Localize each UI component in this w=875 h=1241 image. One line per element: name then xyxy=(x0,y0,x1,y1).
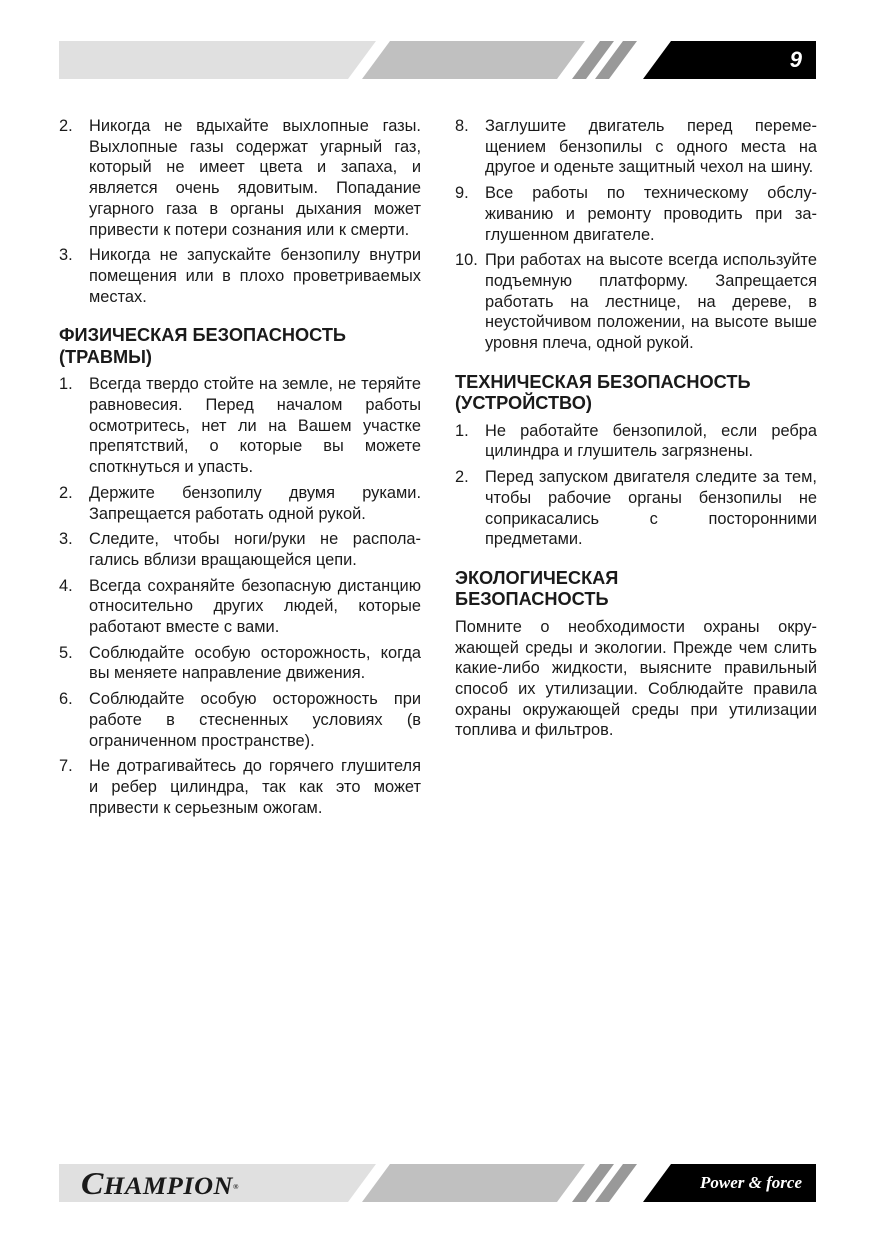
item-number: 1. xyxy=(455,421,469,440)
list-item xyxy=(59,374,421,478)
ecology-paragraph: Помните о необходимости охраны окружающей среды и экологии. Прежде чем слить какие-либо жидкости, выясните правильный способ их утилизации. Соблюдайте правила охраны окружающей среды при утилизации топлива и фильтров. xyxy=(455,617,817,740)
item-text: При работах на высоте всегда используйте подъемную платформу. Запрещается работать на лестнице, на дереве, в неустойчивом положении, на высоте выше уровня плеча, одной рукой. xyxy=(485,251,817,353)
left-column xyxy=(59,116,421,823)
item-number: 3. xyxy=(59,246,73,265)
item-number: 2. xyxy=(59,117,73,135)
list-item xyxy=(455,250,817,354)
item-text: Соблюдайте особую осторожность, когда вы меняете направление движения. xyxy=(89,643,421,683)
champion-logo xyxy=(81,1165,240,1202)
item-text: Всегда сохраняйте безопасную дистанцию относительно других людей, которые работают вместе с вами. xyxy=(89,576,421,637)
page-number: 9 xyxy=(789,47,802,72)
section-title-technical-safety: ТЕХНИЧЕСКАЯ БЕЗОПАСНОСТЬ (УСТРОЙСТВО) xyxy=(455,371,751,414)
band-mid-segment xyxy=(362,41,585,79)
item-number: 6. xyxy=(59,690,73,709)
band-light-segment xyxy=(59,41,376,79)
item-text: Все работы по техническому обслуживанию и ремонту проводить при заглушенном двигателе. xyxy=(485,184,817,244)
item-number: 4. xyxy=(59,576,73,595)
item-number: 5. xyxy=(59,643,73,662)
list-item xyxy=(59,576,421,638)
item-number: 3. xyxy=(59,530,73,549)
list-item xyxy=(59,643,421,684)
section-title-ecological-safety: ЭКОЛОГИЧЕСКАЯ БЕЗОПАСНОСТЬ xyxy=(455,567,619,610)
brand-name-rest: HAMPION xyxy=(103,1173,234,1200)
item-text: Соблюдайте особую осторожность при работе в стесненных условиях (в ограниченном пространстве). xyxy=(89,690,421,750)
list-item xyxy=(59,756,421,818)
band-mid-segment xyxy=(362,1164,585,1202)
header-band xyxy=(59,41,816,79)
list-item xyxy=(455,116,817,178)
registered-mark: ® xyxy=(233,1183,240,1191)
right-column xyxy=(455,116,817,741)
item-number: 9. xyxy=(455,184,469,203)
item-number: 7. xyxy=(59,757,73,776)
section-title-physical-safety: ФИЗИЧЕСКАЯ БЕЗОПАСНОСТЬ (ТРАВМЫ) xyxy=(59,325,347,367)
brand-initial: C xyxy=(81,1165,104,1201)
item-text: Перед запуском двигателя следите за тем, чтобы рабочие органы бензопилы не соприкасались с посторонними предметами. xyxy=(485,468,817,549)
list-item xyxy=(59,689,421,751)
item-text: Не работайте бензопилой, если ребра цилиндра и глушитель загрязнены. xyxy=(485,421,817,461)
footer-band xyxy=(59,1164,816,1202)
item-text: Всегда твердо стойте на земле, не теряйте равновесия. Перед началом работы осмотритесь, нет ли на Вашем участке препятствий, о которые вы можете споткнуться и упасть. xyxy=(89,375,421,477)
list-item xyxy=(59,483,421,524)
item-text: Держите бензопилу двумя руками. Запрещается работать одной рукой. xyxy=(89,483,421,523)
item-number: 2. xyxy=(455,468,469,487)
item-text: Никогда не запускайте бензопилу внутри помещения или в плохо проветриваемых местах. xyxy=(89,246,421,306)
list-item xyxy=(59,529,421,570)
item-text: Никогда не вдыхайте выхлопные газы. Выхлопные газы содержат угарный газ, который не имеет цвета и запаха, и является очень ядовитым. Попадание угарного газа в органы дыхания может привести к потери сознания или к смерти. xyxy=(89,117,421,239)
item-text: Заглушите двигатель перед перемещением бензопилы с одного места на другое и оденьте защитный чехол на шину. xyxy=(485,117,817,177)
item-text: Следите, чтобы ноги/руки не располагались вблизи вращающейся цепи. xyxy=(89,530,421,569)
list-item xyxy=(455,421,817,462)
list-item xyxy=(59,245,421,307)
item-number: 8. xyxy=(455,117,469,135)
item-number: 10. xyxy=(455,251,478,270)
item-text: Не дотрагивайтесь до горячего глушителя и ребер цилиндра, так как это может привести к серьезным ожогам. xyxy=(89,757,421,817)
list-item xyxy=(59,116,421,240)
list-item xyxy=(455,467,817,550)
item-number: 2. xyxy=(59,483,73,502)
header-band-graphic xyxy=(59,41,816,79)
list-item xyxy=(455,183,817,245)
item-number: 1. xyxy=(59,375,73,394)
brand-slogan: Power & force xyxy=(700,1173,802,1192)
